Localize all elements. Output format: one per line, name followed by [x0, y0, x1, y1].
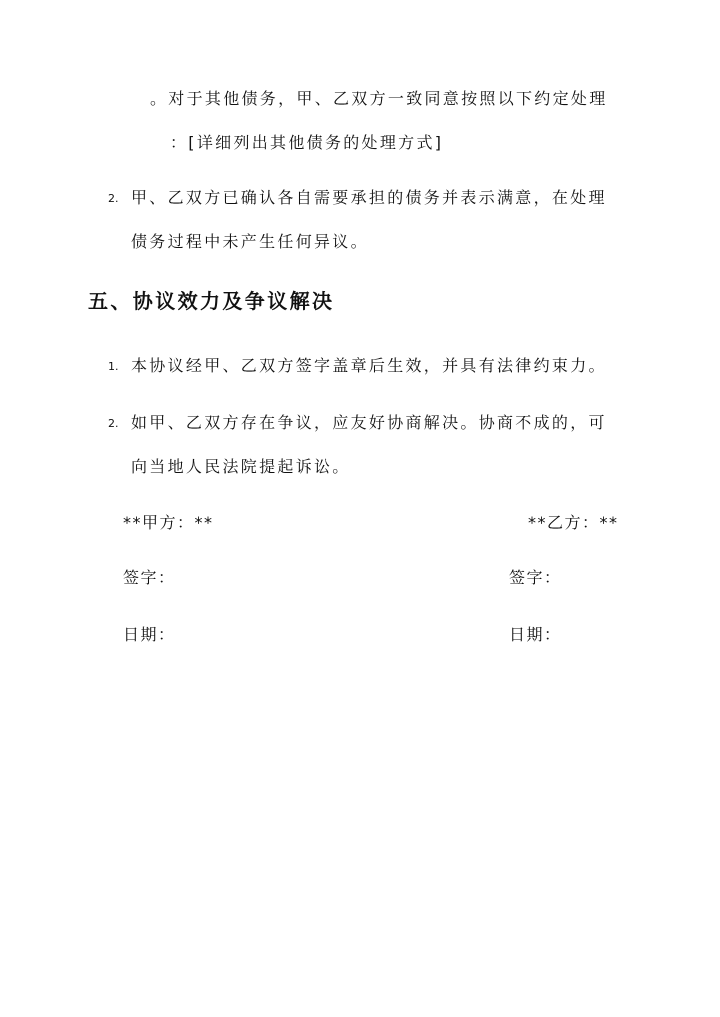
party-a-signature-label: 签字： [123, 568, 176, 587]
list-item-line-1: 甲、乙双方已确认各自需要承担的债务并表示满意，在处理 [131, 188, 607, 207]
party-b-signature-label: 签字： [509, 568, 562, 587]
list-number: 2. [108, 417, 119, 430]
list-item-line-1: 如甲、乙双方存在争议，应友好协商解决。协商不成的，可 [131, 413, 607, 432]
list-item-line-2: 向当地人民法院提起诉讼。 [131, 457, 351, 476]
party-a-label: **甲方：** [123, 513, 214, 532]
list-item-line-1: 本协议经甲、乙双方签字盖章后生效，并具有法律约束力。 [131, 356, 607, 375]
list-number: 1. [108, 360, 119, 373]
continuation-line-2: ：[详细列出其他债务的处理方式] [170, 133, 444, 152]
list-item-line-2: 债务过程中未产生任何异议。 [131, 232, 369, 251]
section-heading: 五、协议效力及争议解决 [88, 289, 335, 313]
list-number: 2. [108, 192, 119, 205]
party-b-label: **乙方：** [528, 513, 619, 532]
party-a-date-label: 日期： [123, 625, 176, 644]
party-b-date-label: 日期： [509, 625, 562, 644]
continuation-line-1: 。对于其他债务，甲、乙双方一致同意按照以下约定处理 [150, 89, 608, 108]
